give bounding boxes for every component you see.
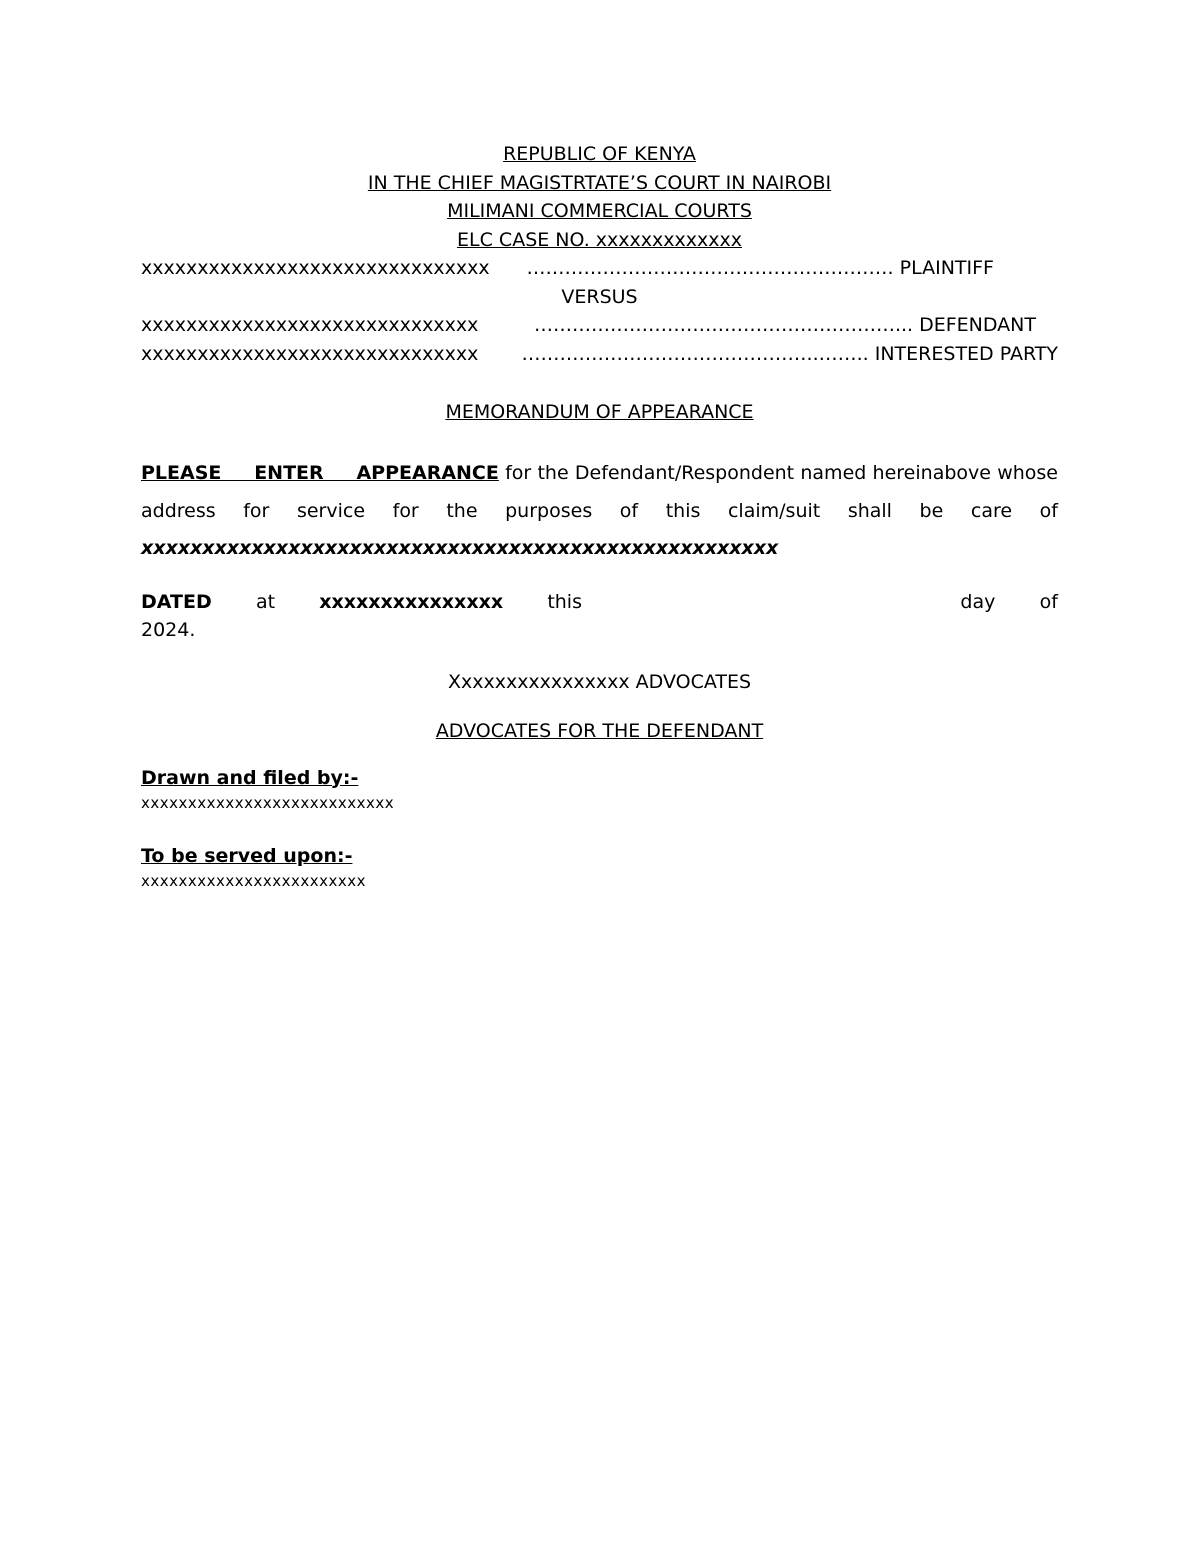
plaintiff-role: …………………………………………………. PLAINTIFF [526, 257, 994, 279]
versus-label: VERSUS [561, 285, 638, 308]
header-court: IN THE CHIEF MAGISTRTATE’S COURT IN NAIROBI [367, 171, 832, 194]
dated-at: at [255, 590, 276, 613]
drawn-filed-label: Drawn and filed by:- [141, 766, 359, 789]
header-republic: REPUBLIC OF KENYA [503, 143, 696, 165]
please-enter-appearance: PLEASE ENTER APPEARANCE [141, 462, 499, 484]
dated-line [141, 588, 1058, 616]
defendant-name: xxxxxxxxxxxxxxxxxxxxxxxxxxxxxx [141, 314, 479, 336]
advocates-firm: Xxxxxxxxxxxxxxxx ADVOCATES [447, 670, 752, 693]
defendant-role: …………………………………………………... DEFENDANT [533, 314, 1036, 336]
drawn-filed-value: xxxxxxxxxxxxxxxxxxxxxxxxxxx [141, 793, 395, 812]
dated-year: 2024. [141, 618, 196, 641]
plaintiff-line [141, 254, 1058, 283]
dated-label: DATED [141, 590, 212, 613]
served-upon-label: To be served upon:- [141, 844, 353, 867]
document-page [141, 140, 1058, 892]
advocates-for-defendant: ADVOCATES FOR THE DEFENDANT [435, 719, 764, 742]
interested-party-line [141, 340, 1058, 369]
dated-of: of [1039, 590, 1058, 613]
care-of-address: xxxxxxxxxxxxxxxxxxxxxxxxxxxxxxxxxxxxxxxxxxxxxxxxxxxx [141, 537, 779, 559]
header-case-number: ELC CASE NO. xxxxxxxxxxxxx [457, 228, 742, 251]
dated-place: xxxxxxxxxxxxxxx [319, 590, 504, 613]
defendant-line [141, 311, 1058, 340]
memorandum-title: MEMORANDUM OF APPEARANCE [445, 401, 754, 423]
dated-this: this [547, 590, 582, 613]
dated-day-blank [626, 588, 916, 616]
served-upon-value: xxxxxxxxxxxxxxxxxxxxxxxx [141, 871, 367, 890]
interested-party-role: ………………………………………..…….. INTERESTED PARTY [521, 342, 1058, 365]
plaintiff-name: xxxxxxxxxxxxxxxxxxxxxxxxxxxxxxx [141, 257, 490, 279]
memorandum-body [141, 455, 1058, 568]
dated-day: day [960, 590, 996, 613]
header-commercial-courts: MILIMANI COMMERCIAL COURTS [447, 200, 752, 222]
memorandum-body-text: for the Defendant/Respondent named hereinabove whose address for service for the purposes of this claim/suit shall be care of [141, 462, 1058, 522]
interested-party-name: xxxxxxxxxxxxxxxxxxxxxxxxxxxxxx [141, 342, 479, 365]
